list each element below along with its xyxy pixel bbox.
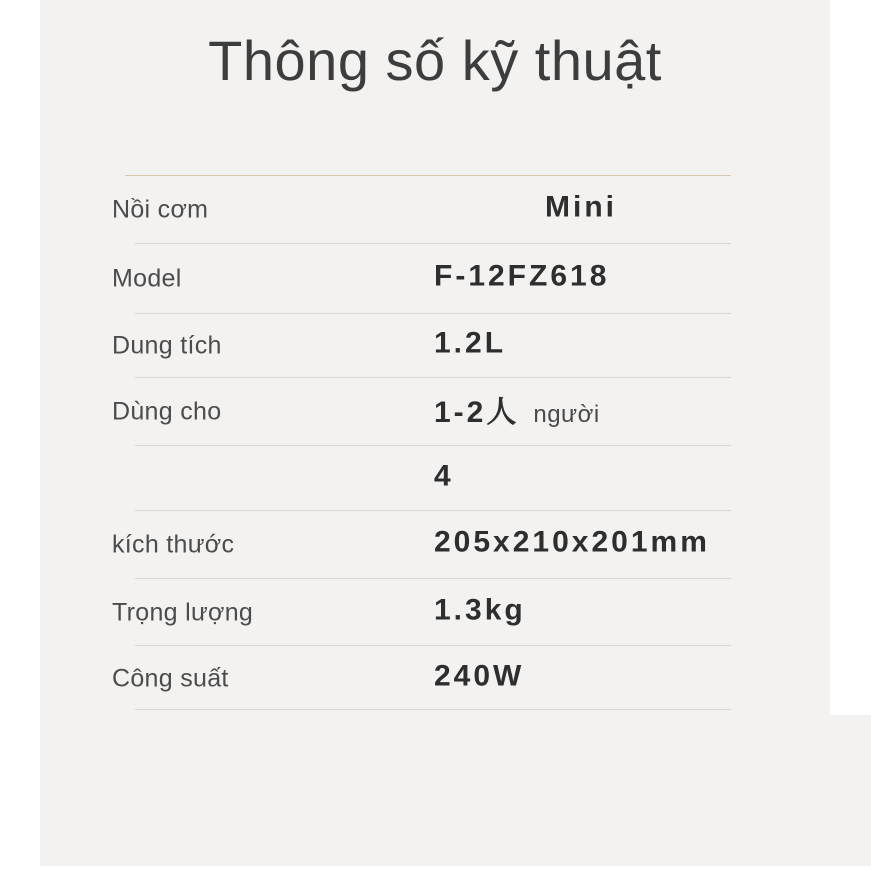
spec-value-suffix: người bbox=[533, 401, 600, 429]
spec-label: Trọng lượng bbox=[112, 598, 254, 627]
row-divider bbox=[135, 313, 731, 314]
spec-value: Mini bbox=[545, 190, 617, 224]
table-row bbox=[40, 175, 830, 243]
spec-label: Dùng cho bbox=[112, 397, 222, 426]
spec-label: Dung tích bbox=[112, 331, 222, 360]
spec-value: 240W bbox=[434, 659, 525, 693]
spec-value-main: 1-2人 bbox=[434, 396, 520, 430]
table-row bbox=[40, 445, 830, 510]
spec-label: Model bbox=[112, 264, 182, 293]
table-row bbox=[40, 645, 830, 710]
spec-label: Công suất bbox=[112, 664, 229, 693]
spec-value: 4 bbox=[434, 459, 454, 493]
table-row bbox=[40, 243, 830, 313]
page-title: Thông số kỹ thuật bbox=[208, 29, 662, 92]
row-divider bbox=[135, 510, 731, 511]
row-divider bbox=[135, 377, 731, 378]
spec-value: 1.3kg bbox=[434, 593, 526, 627]
row-divider bbox=[135, 578, 731, 579]
table-row bbox=[40, 510, 830, 578]
spec-label: Nồi cơm bbox=[112, 195, 209, 224]
spec-value: F-12FZ618 bbox=[434, 259, 610, 293]
row-divider bbox=[135, 243, 731, 244]
row-divider bbox=[125, 175, 731, 176]
table-row bbox=[40, 377, 830, 445]
spec-value: 205x210x201mm bbox=[434, 525, 710, 559]
bottom-gray-strip bbox=[40, 715, 871, 866]
row-divider bbox=[135, 445, 731, 446]
spec-table bbox=[40, 175, 830, 710]
table-row bbox=[40, 313, 830, 377]
spec-value bbox=[434, 387, 600, 431]
spec-panel bbox=[40, 0, 830, 715]
row-divider bbox=[135, 645, 731, 646]
spec-label: kích thước bbox=[112, 530, 235, 559]
row-divider bbox=[135, 709, 731, 710]
table-row bbox=[40, 578, 830, 645]
spec-value: 1.2L bbox=[434, 326, 507, 360]
